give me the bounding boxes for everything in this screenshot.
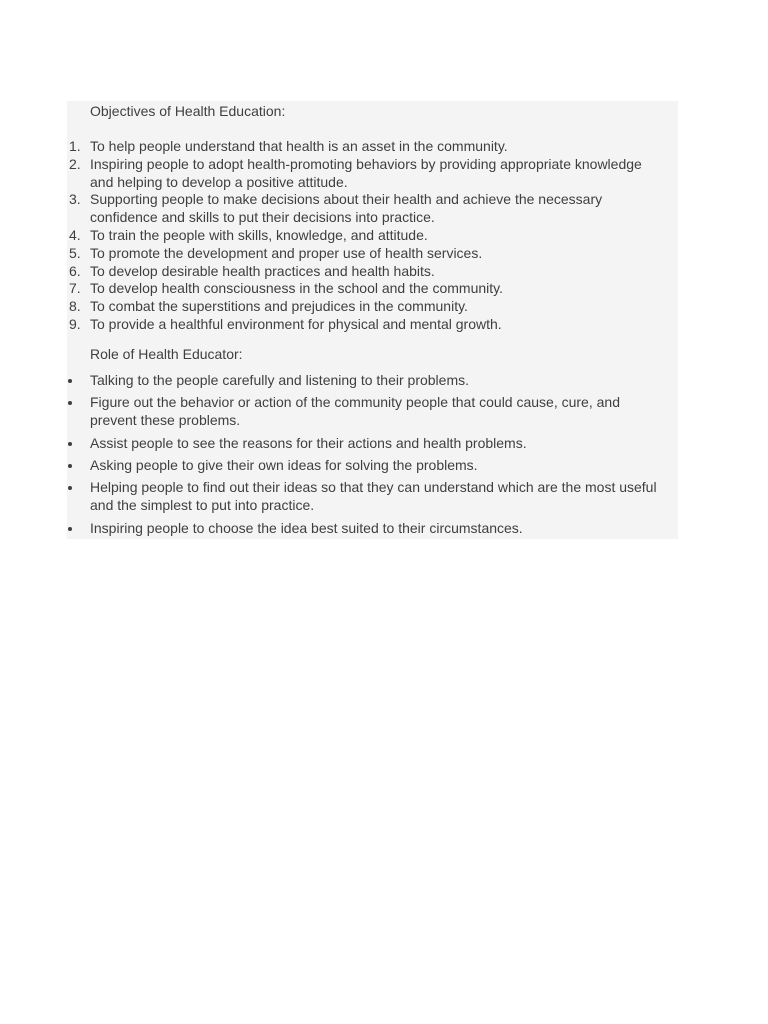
list-item-number: 3. [69,191,81,208]
bullet-icon [68,464,72,468]
list-item [0,191,678,227]
list-item [0,263,678,281]
list-item-text: Inspiring people to choose the idea best suited to their circumstances. [90,519,523,536]
list-item [0,156,678,192]
list-item-text: Talking to the people carefully and listening to their problems. [90,372,469,388]
list-item-number: 6. [69,262,81,279]
list-item-number: 1. [69,138,81,154]
list-item [0,280,678,298]
list-item-number: 9. [69,315,81,332]
list-item-number: 5. [69,244,81,261]
bullet-icon [68,401,72,405]
list-item [0,457,678,475]
list-item-text: Figure out the behavior or action of the community people that could cause, cure, and prevent these problems. [90,394,620,429]
list-item-number: 8. [69,298,81,315]
list-item-number: 4. [69,226,81,243]
list-item [0,372,678,390]
list-item-text: To promote the development and proper use of health services. [90,244,483,261]
list-item-text: To train the people with skills, knowledge, and attitude. [90,226,428,243]
objectives-heading: Objectives of Health Education: [90,103,286,119]
list-item [0,520,678,538]
list-item [0,138,678,156]
list-item [0,245,678,263]
list-item-number: 7. [69,280,81,297]
bullet-icon [68,486,72,490]
list-item-text: To develop health consciousness in the school and the community. [90,280,503,297]
bullet-icon [68,379,72,383]
list-item-text: Supporting people to make decisions about their health and achieve the necessary confidence and skills to put their decisions into practice. [90,191,603,226]
role-heading: Role of Health Educator: [90,346,243,362]
bullet-icon [68,442,72,446]
list-item-text: Helping people to find out their ideas so that they can understand which are the most useful and the simplest to put into practice. [90,479,657,514]
list-item-text: To help people understand that health is an asset in the community. [90,138,508,154]
list-item [0,479,678,515]
role-list [0,372,678,542]
list-item-text: Assist people to see the reasons for their actions and health problems. [90,434,527,451]
list-item [0,394,678,430]
list-item [0,298,678,316]
list-item-text: To develop desirable health practices and health habits. [90,262,435,279]
list-item-text: To combat the superstitions and prejudices in the community. [90,298,468,315]
list-item [0,227,678,245]
list-item [0,316,678,334]
list-item [0,435,678,453]
list-item-number: 2. [69,155,81,172]
list-item-text: Asking people to give their own ideas for solving the problems. [90,456,478,473]
bullet-icon [68,527,72,531]
objectives-list [0,138,678,334]
list-item-text: Inspiring people to adopt health-promoting behaviors by providing appropriate knowledge and helping to develop a positive attitude. [90,155,642,190]
list-item-text: To provide a healthful environment for physical and mental growth. [90,315,502,332]
